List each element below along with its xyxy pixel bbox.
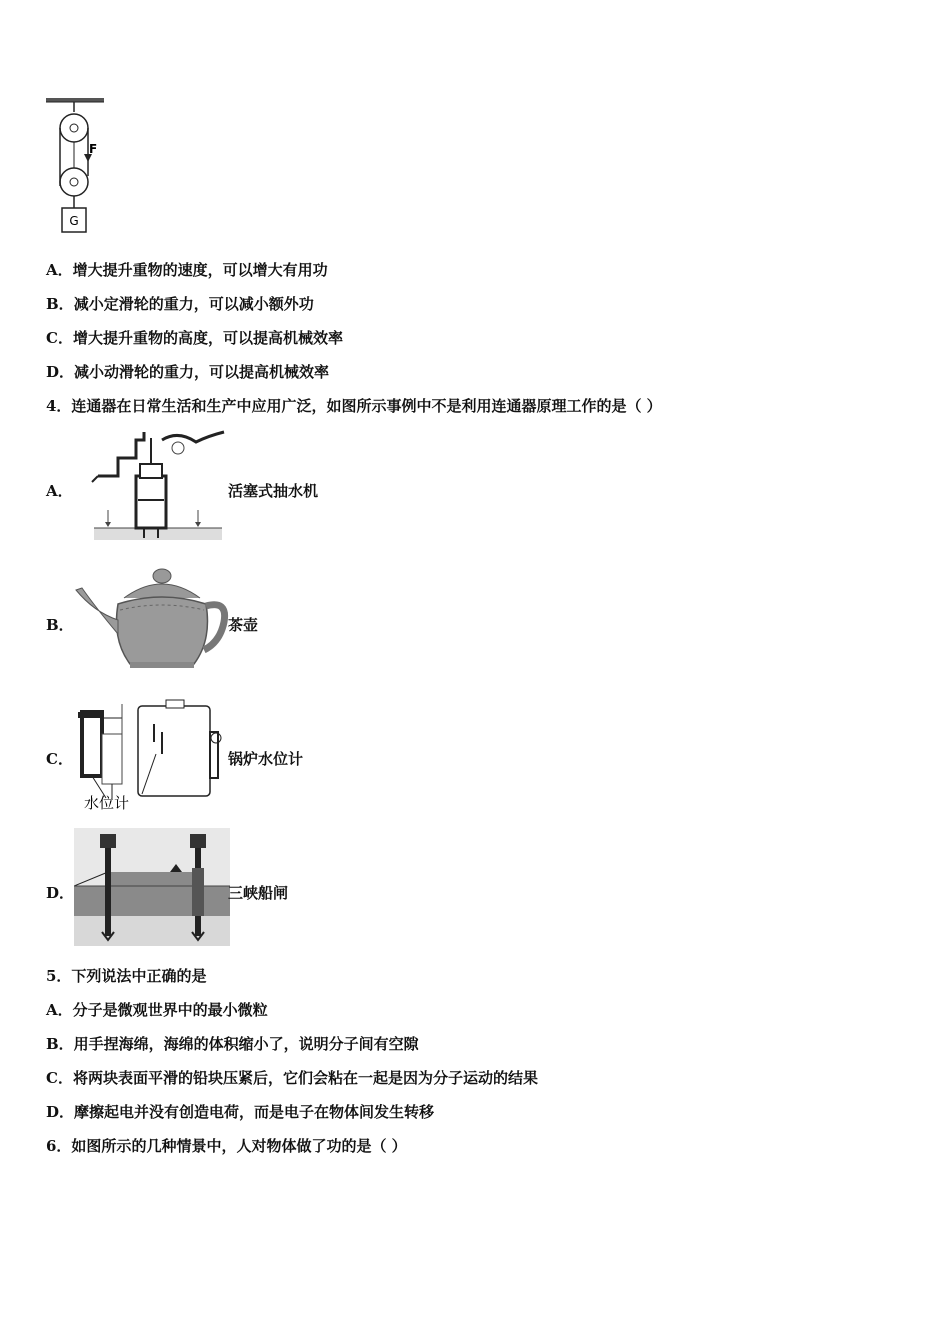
q4-option-c-caption: 锅炉水位计 — [228, 750, 304, 768]
q3-option-c: C．增大提升重物的高度，可以提高机械效率 — [46, 329, 343, 347]
pulley-system-figure — [40, 96, 115, 241]
q4-option-c-letter: C． — [46, 750, 73, 768]
teapot-figure — [72, 560, 230, 675]
q5-option-b: B．用手捏海绵，海绵的体积缩小了，说明分子间有空隙 — [46, 1035, 419, 1053]
q4-option-b-letter: B． — [46, 616, 74, 634]
weight-label: G — [69, 214, 79, 228]
q4-option-a-caption: 活塞式抽水机 — [228, 482, 319, 500]
q4-stem: 4．连通器在日常生活和生产中应用广泛，如图所示事例中不是利用连通器原理工作的是（ ） — [46, 397, 662, 415]
ship-lock-figure — [74, 828, 230, 946]
water-gauge-label: 水位计 — [84, 794, 130, 812]
q4-option-d-letter: D． — [46, 884, 75, 902]
force-label: F — [89, 142, 98, 156]
q5-stem: 5．下列说法中正确的是 — [46, 967, 207, 985]
q3-option-b: B．减小定滑轮的重力，可以减小额外功 — [46, 295, 314, 313]
q5-option-a: A．分子是微观世界中的最小微粒 — [46, 1001, 268, 1019]
q6-stem: 6．如图所示的几种情景中，人对物体做了功的是（ ） — [46, 1137, 407, 1155]
boiler-gauge-figure — [72, 694, 230, 812]
q3-option-d: D．减小动滑轮的重力，可以提高机械效率 — [46, 363, 330, 381]
q5-option-d: D．摩擦起电并没有创造电荷，而是电子在物体间发生转移 — [46, 1103, 435, 1121]
q4-option-b-caption: 茶壶 — [228, 616, 259, 634]
piston-pump-figure — [78, 428, 228, 543]
q4-option-a-letter: A． — [46, 482, 73, 500]
q3-option-a: A．增大提升重物的速度，可以增大有用功 — [46, 261, 328, 279]
q5-option-c: C．将两块表面平滑的铅块压紧后，它们会粘在一起是因为分子运动的结果 — [46, 1069, 538, 1087]
q4-option-d-caption: 三峡船闸 — [228, 884, 289, 902]
